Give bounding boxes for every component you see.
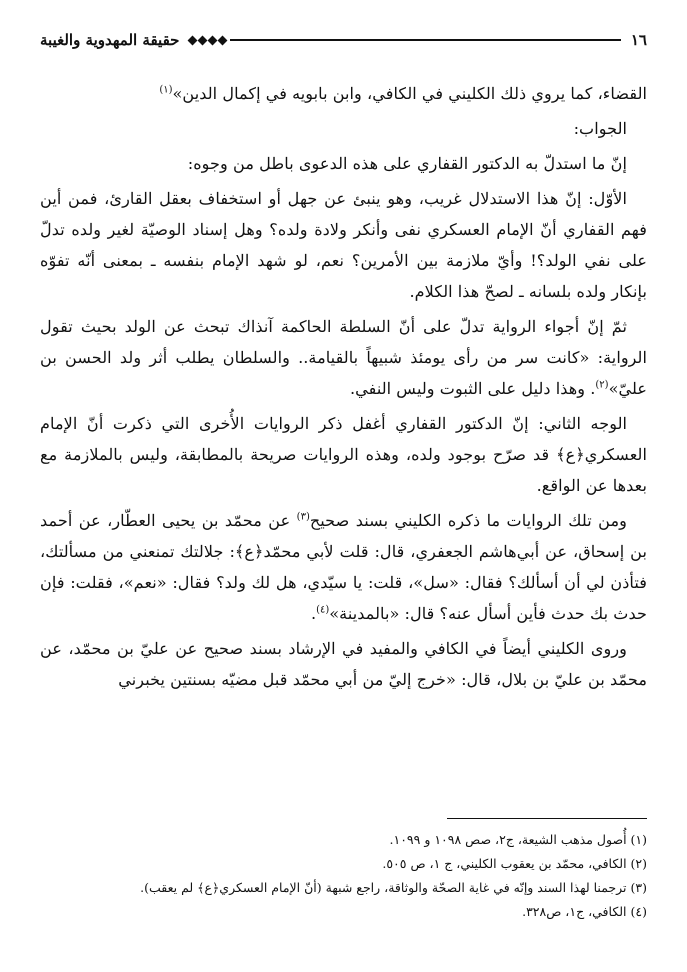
paragraph-kulayni-narration bbox=[40, 505, 647, 629]
book-title: حقيقة المهدوية والغيبة bbox=[40, 31, 180, 49]
paragraph-1-text: القضاء، كما يروي ذلك الكليني في الكافي، وابن بابويه في إكمال الدين» bbox=[172, 84, 647, 103]
answer-heading: الجواب: bbox=[573, 119, 627, 138]
diamond-icon bbox=[218, 35, 228, 45]
paragraph-second-point: الوجه الثاني: إنّ الدكتور القفاري أغفل ذكر الروايات الأُخرى التي ذكرت أنّ الإمام العسكري﴿ع﴾ قد صرّح بوجود ولده، وهذه الروايات صريحة بالمطابقة، وليس بالملازمة مع بعدها عن الواقع. bbox=[40, 414, 647, 495]
paragraph-kulayni-end: . bbox=[310, 604, 317, 623]
footnote-ref-3: (٣) bbox=[296, 511, 310, 523]
header-rule bbox=[189, 28, 620, 52]
diamond-icon bbox=[198, 35, 208, 45]
paragraph-1 bbox=[40, 78, 647, 109]
footnote-3: (٣) ترجمنا لهذا السند وإنّه في غاية الصحّة والوثاقة، راجع شبهة (أنّ الإمام العسكري﴿ع﴾ لم يعقب). bbox=[140, 880, 647, 895]
paragraph-narration-tail: . وهذا دليل على الثبوت وليس النفي. bbox=[350, 379, 596, 398]
footnote-ref-4: (٤) bbox=[316, 604, 330, 616]
paragraph-narration-text: ثمّ إنّ أجواء الرواية تدلّ على أنّ السلطة الحاكمة آنذاك تبحث عن الولد بحيث تقول الرواية: «كانت سر من رأى يومئذ شبيهاً بالقيامة.. والسلطان يطلب أثر ولد الحسن بن عليّ» bbox=[40, 317, 647, 398]
page-header bbox=[40, 28, 647, 52]
footnote-divider bbox=[447, 818, 647, 819]
header-ornament bbox=[189, 37, 226, 44]
paragraph-kulayni-start: ومن تلك الروايات ما ذكره الكليني بسند صحيح bbox=[309, 511, 627, 530]
header-rule-line bbox=[230, 39, 620, 41]
paragraph-final: وروى الكليني أيضاً في الكافي والمفيد في الإرشاد بسند صحيح عن عليّ بن محمّد، عن محمّد بن عليّ بن بلال، قال: «خرج إليّ من أبي محمّد قبل مضيّه بسنتين يخبرني bbox=[40, 639, 647, 689]
footnote-ref-2: (٢) bbox=[595, 379, 609, 391]
footnotes bbox=[40, 828, 647, 924]
footnote-2: (٢) الكافي، محمّد بن يعقوب الكليني، ج ١، ص ٥٠٥. bbox=[382, 856, 647, 871]
paragraph-intro: إنّ ما استدلّ به الدكتور القفاري على هذه الدعوى باطل من وجوه: bbox=[187, 154, 627, 173]
paragraph-first-point: الأوّل: إنّ هذا الاستدلال غريب، وهو ينبئ عن جهل أو استخفاف بعقل القارئ، فمن أين فهم القفاري أنّ الإمام العسكري نفى وأنكر ولادة ولده؟ وهل إسناد الوصيّة لغير ولده تدلّ على نفي الولد؟! وأيّ ملازمة بين الأمرين؟ نعم، لو شهد الإمام بنفسه ـ بمعنى أنّه تفوّه بإنكار ولده بلسانه ـ لصحّ هذا الكلام. bbox=[40, 189, 647, 301]
diamond-icon bbox=[188, 35, 198, 45]
diamond-icon bbox=[208, 35, 218, 45]
footnote-ref-1: (١) bbox=[159, 84, 173, 96]
paragraph-kulayni-body: عن محمّد بن يحيى العطّار، عن أحمد بن إسحاق، عن أبي‌هاشم الجعفري، قال: قلت لأبي محمّد﴿ع﴾: جلالتك تمنعني من مسألتك، فتأذن لي أن أسألك؟ فقال: «سل»، قلت: يا سيّدي، هل لك ولد؟ فقال: «نعم»، فقلت: فإن حدث بك حدث فأين أسأل عنه؟ قال: «بالمدينة» bbox=[40, 511, 647, 623]
paragraph-narration bbox=[40, 311, 647, 404]
footnote-1: (١) أُصول مذهب الشيعة، ج٢، صص ١٠٩٨ و ١٠٩٩. bbox=[389, 832, 647, 847]
main-text bbox=[40, 78, 647, 699]
page-number: ١٦ bbox=[630, 31, 647, 49]
footnote-4: (٤) الكافي، ج١، ص٣٢٨. bbox=[522, 904, 647, 919]
